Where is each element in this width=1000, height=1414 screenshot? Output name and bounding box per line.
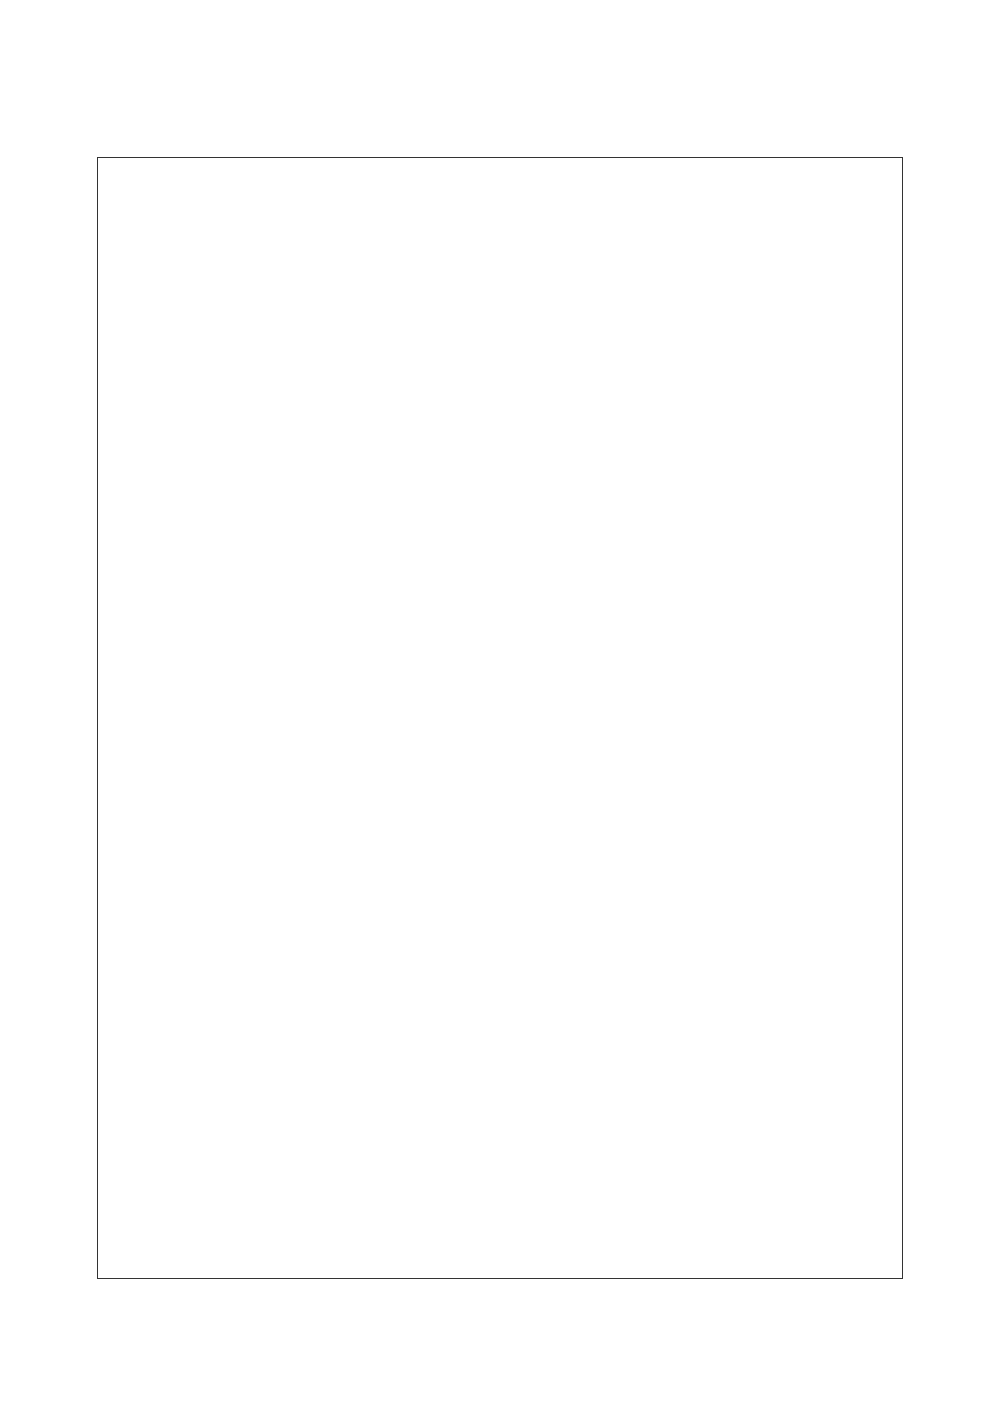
meal-calendar-table bbox=[97, 157, 903, 1279]
